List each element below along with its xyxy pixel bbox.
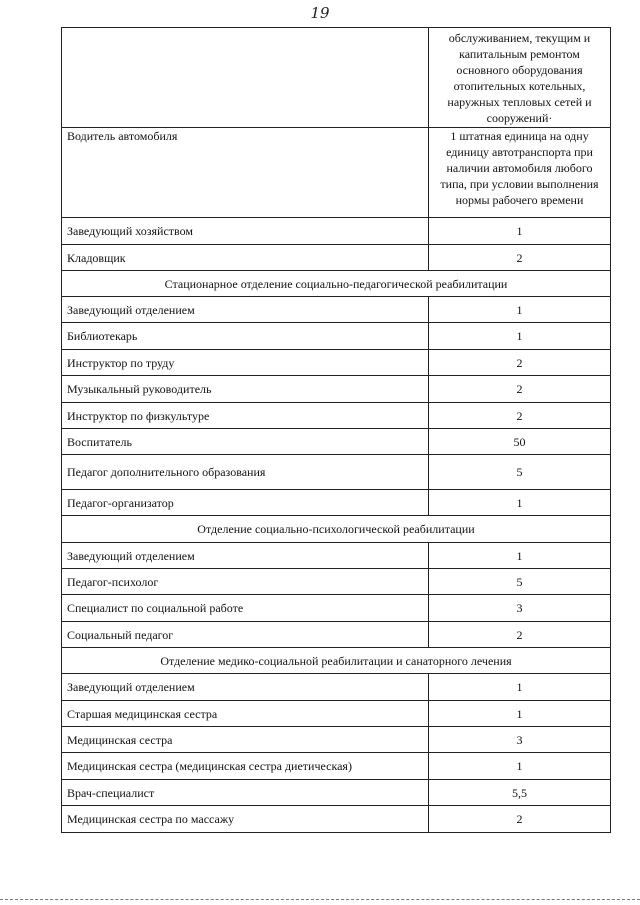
position-cell: Педагог дополнительного образования bbox=[62, 455, 429, 490]
quantity-cell: 1 bbox=[429, 753, 611, 780]
section-title: Отделение социально-психологической реабилитации bbox=[62, 516, 611, 543]
table-row bbox=[62, 28, 611, 128]
quantity-cell: 1 bbox=[429, 297, 611, 323]
table-row bbox=[62, 753, 611, 780]
position-cell: Кладовщик bbox=[62, 245, 429, 271]
quantity-cell: 3 bbox=[429, 727, 611, 753]
section-header-row bbox=[62, 516, 611, 543]
quantity-cell: 5 bbox=[429, 455, 611, 490]
quantity-cell: 2 bbox=[429, 376, 611, 403]
quantity-cell: 2 bbox=[429, 350, 611, 376]
quantity-cell: 1 штатная единица на одну единицу автотранспорта при наличии автомобиля любого типа, при условии выполнения нормы рабочего времени bbox=[429, 128, 611, 218]
position-cell: Медицинская сестра bbox=[62, 727, 429, 753]
staffing-table-body bbox=[62, 28, 611, 833]
position-cell: Медицинская сестра по массажу bbox=[62, 806, 429, 833]
quantity-cell: 1 bbox=[429, 323, 611, 350]
quantity-cell: 1 bbox=[429, 701, 611, 727]
position-cell: Педагог-психолог bbox=[62, 569, 429, 595]
table-row bbox=[62, 780, 611, 806]
table-row bbox=[62, 128, 611, 218]
table-row bbox=[62, 376, 611, 403]
table-row bbox=[62, 429, 611, 455]
quantity-cell: обслуживанием, текущим и капитальным ремонтом основного оборудования отопительных котельных, наружных тепловых сетей и сооружений· bbox=[429, 28, 611, 128]
table-row bbox=[62, 490, 611, 516]
table-row bbox=[62, 323, 611, 350]
position-cell: Заведующий отделением bbox=[62, 674, 429, 701]
position-cell: Педагог-организатор bbox=[62, 490, 429, 516]
table-row bbox=[62, 455, 611, 490]
quantity-cell: 5,5 bbox=[429, 780, 611, 806]
table-row bbox=[62, 245, 611, 271]
position-cell: Заведующий отделением bbox=[62, 297, 429, 323]
position-cell: Старшая медицинская сестра bbox=[62, 701, 429, 727]
quantity-cell: 1 bbox=[429, 490, 611, 516]
quantity-cell: 1 bbox=[429, 674, 611, 701]
table-row bbox=[62, 701, 611, 727]
position-cell: Музыкальный руководитель bbox=[62, 376, 429, 403]
position-cell: Водитель автомобиля bbox=[62, 128, 429, 218]
position-cell bbox=[62, 28, 429, 128]
position-cell: Заведующий хозяйством bbox=[62, 218, 429, 245]
position-cell: Инструктор по труду bbox=[62, 350, 429, 376]
quantity-cell: 2 bbox=[429, 622, 611, 648]
section-title: Стационарное отделение социально-педагогической реабилитации bbox=[62, 271, 611, 297]
table-row bbox=[62, 569, 611, 595]
quantity-cell: 2 bbox=[429, 403, 611, 429]
table-row bbox=[62, 297, 611, 323]
section-header-row bbox=[62, 271, 611, 297]
table-row bbox=[62, 727, 611, 753]
table-row bbox=[62, 403, 611, 429]
position-cell: Заведующий отделением bbox=[62, 543, 429, 569]
position-cell: Врач-специалист bbox=[62, 780, 429, 806]
position-cell: Воспитатель bbox=[62, 429, 429, 455]
position-cell: Инструктор по физкультуре bbox=[62, 403, 429, 429]
quantity-cell: 2 bbox=[429, 806, 611, 833]
position-cell: Специалист по социальной работе bbox=[62, 595, 429, 622]
quantity-cell: 3 bbox=[429, 595, 611, 622]
position-cell: Библиотекарь bbox=[62, 323, 429, 350]
page-number: 19 bbox=[310, 4, 330, 22]
quantity-cell: 1 bbox=[429, 543, 611, 569]
table-row bbox=[62, 674, 611, 701]
staffing-table bbox=[61, 27, 611, 833]
quantity-cell: 2 bbox=[429, 245, 611, 271]
page-bottom-divider bbox=[0, 899, 640, 900]
table-row bbox=[62, 543, 611, 569]
quantity-cell: 1 bbox=[429, 218, 611, 245]
table-row bbox=[62, 806, 611, 833]
table-row bbox=[62, 622, 611, 648]
table-row bbox=[62, 350, 611, 376]
position-cell: Медицинская сестра (медицинская сестра диетическая) bbox=[62, 753, 429, 780]
quantity-cell: 50 bbox=[429, 429, 611, 455]
table-row bbox=[62, 218, 611, 245]
quantity-cell: 5 bbox=[429, 569, 611, 595]
position-cell: Социальный педагог bbox=[62, 622, 429, 648]
section-title: Отделение медико-социальной реабилитации и санаторного лечения bbox=[62, 648, 611, 674]
section-header-row bbox=[62, 648, 611, 674]
table-row bbox=[62, 595, 611, 622]
